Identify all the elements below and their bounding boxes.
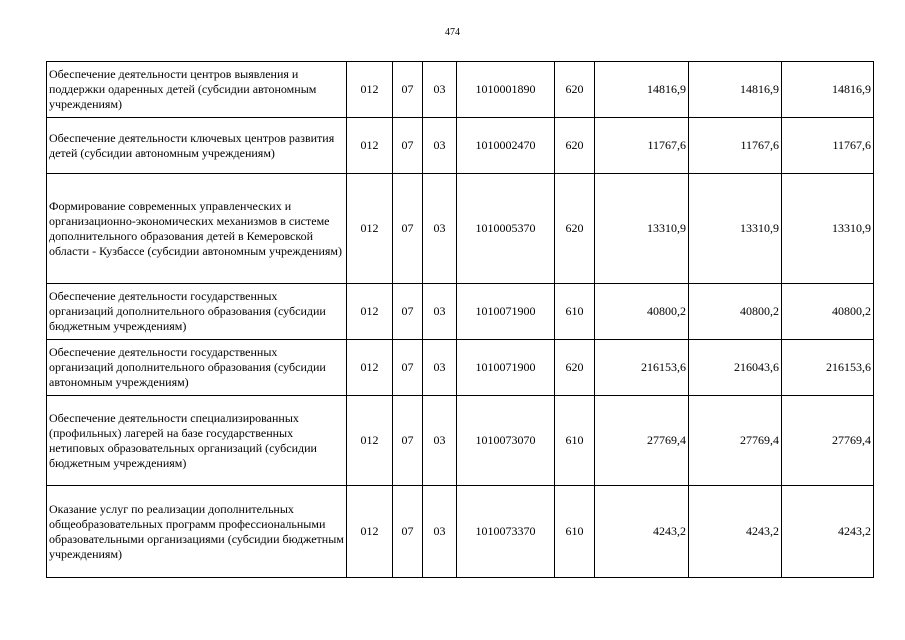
- table-row: [47, 62, 874, 118]
- amount-year-2: 40800,2: [689, 284, 782, 340]
- section-code: 07: [393, 486, 423, 578]
- ministry-code: 012: [347, 340, 393, 396]
- amount-year-1: 11767,6: [595, 118, 689, 174]
- subsection-code: 03: [423, 340, 457, 396]
- expense-type: 610: [555, 396, 595, 486]
- row-name: Обеспечение деятельности специализированных (профильных) лагерей на базе государственных нетиповых образовательных организаций (субсидии бюджетным учреждениям): [47, 396, 347, 486]
- amount-year-1: 13310,9: [595, 174, 689, 284]
- amount-year-2: 14816,9: [689, 62, 782, 118]
- amount-year-2: 11767,6: [689, 118, 782, 174]
- amount-year-1: 40800,2: [595, 284, 689, 340]
- amount-year-1: 14816,9: [595, 62, 689, 118]
- table-row: [47, 284, 874, 340]
- section-code: 07: [393, 174, 423, 284]
- ministry-code: 012: [347, 396, 393, 486]
- target-article: 1010071900: [457, 340, 555, 396]
- table-row: [47, 396, 874, 486]
- table-body: [47, 62, 874, 578]
- target-article: 1010073370: [457, 486, 555, 578]
- section-code: 07: [393, 396, 423, 486]
- subsection-code: 03: [423, 174, 457, 284]
- row-name: Обеспечение деятельности государственных организаций дополнительного образования (субсидии бюджетным учреждениям): [47, 284, 347, 340]
- subsection-code: 03: [423, 284, 457, 340]
- row-name: Оказание услуг по реализации дополнительных общеобразовательных программ профессиональными образовательными организациями (субсидии бюджетным учреждениям): [47, 486, 347, 578]
- section-code: 07: [393, 284, 423, 340]
- ministry-code: 012: [347, 486, 393, 578]
- row-name: Обеспечение деятельности государственных организаций дополнительного образования (субсидии автономным учреждениям): [47, 340, 347, 396]
- expense-type: 620: [555, 174, 595, 284]
- table-row: [47, 340, 874, 396]
- subsection-code: 03: [423, 486, 457, 578]
- budget-table: [46, 61, 874, 578]
- expense-type: 620: [555, 118, 595, 174]
- amount-year-3: 13310,9: [782, 174, 874, 284]
- target-article: 1010073070: [457, 396, 555, 486]
- target-article: 1010071900: [457, 284, 555, 340]
- amount-year-1: 27769,4: [595, 396, 689, 486]
- row-name: Формирование современных управленческих и организационно-экономических механизмов в системе дополнительного образования детей в Кемеровской области - Кузбассе (субсидии автономным учреждениям): [47, 174, 347, 284]
- subsection-code: 03: [423, 62, 457, 118]
- section-code: 07: [393, 340, 423, 396]
- subsection-code: 03: [423, 396, 457, 486]
- amount-year-1: 216153,6: [595, 340, 689, 396]
- amount-year-3: 4243,2: [782, 486, 874, 578]
- target-article: 1010005370: [457, 174, 555, 284]
- expense-type: 610: [555, 486, 595, 578]
- ministry-code: 012: [347, 284, 393, 340]
- amount-year-3: 40800,2: [782, 284, 874, 340]
- expense-type: 620: [555, 340, 595, 396]
- ministry-code: 012: [347, 118, 393, 174]
- row-name: Обеспечение деятельности ключевых центров развития детей (субсидии автономным учреждениям): [47, 118, 347, 174]
- section-code: 07: [393, 62, 423, 118]
- amount-year-1: 4243,2: [595, 486, 689, 578]
- expense-type: 620: [555, 62, 595, 118]
- table-row: [47, 174, 874, 284]
- page-number: 474: [445, 27, 460, 38]
- table-row: [47, 486, 874, 578]
- amount-year-2: 13310,9: [689, 174, 782, 284]
- amount-year-3: 216153,6: [782, 340, 874, 396]
- subsection-code: 03: [423, 118, 457, 174]
- amount-year-3: 14816,9: [782, 62, 874, 118]
- amount-year-3: 11767,6: [782, 118, 874, 174]
- target-article: 1010001890: [457, 62, 555, 118]
- ministry-code: 012: [347, 174, 393, 284]
- section-code: 07: [393, 118, 423, 174]
- amount-year-3: 27769,4: [782, 396, 874, 486]
- target-article: 1010002470: [457, 118, 555, 174]
- amount-year-2: 216043,6: [689, 340, 782, 396]
- expense-type: 610: [555, 284, 595, 340]
- ministry-code: 012: [347, 62, 393, 118]
- table-row: [47, 118, 874, 174]
- row-name: Обеспечение деятельности центров выявления и поддержки одаренных детей (субсидии автономным учреждениям): [47, 62, 347, 118]
- amount-year-2: 4243,2: [689, 486, 782, 578]
- amount-year-2: 27769,4: [689, 396, 782, 486]
